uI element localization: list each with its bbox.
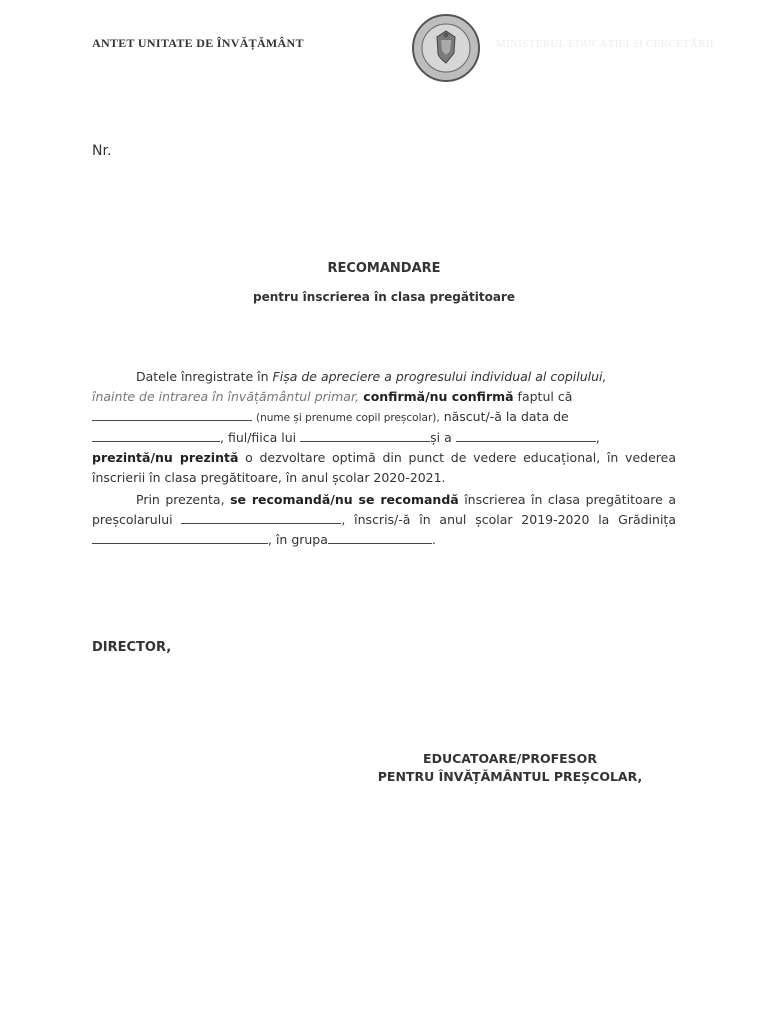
institution-header-placeholder: ANTET UNITATE DE ÎNVĂȚĂMÂNT [92, 36, 304, 50]
seal-icon [411, 13, 481, 83]
teacher-signature-block [340, 750, 680, 786]
document-title: RECOMANDARE [327, 261, 441, 276]
child-name-hint: (nume și prenume copil preșcolar), [255, 412, 440, 424]
birth-date-blank[interactable] [92, 429, 220, 442]
para2-bold-recommend: se recomandă/nu se recomandă [230, 492, 459, 507]
mother-name-blank[interactable] [456, 429, 596, 442]
teacher-title-line1: EDUCATOARE/PROFESOR [423, 751, 597, 766]
child-name-blank[interactable] [92, 408, 252, 421]
para2-text-1: Prin prezenta, [136, 492, 231, 507]
para1-text-7: o dezvoltare optimă din punct de vedere educațional, în vederea înscrierii în clasa pregătitoare, în anul școlar 2020-2021. [92, 450, 676, 485]
director-signature-label: DIRECTOR, [92, 640, 172, 655]
para2-text-3: , înscris/-ă în anul școlar 2019-2020 la Grădinița [341, 512, 676, 527]
para1-italic-2: înainte de intrarea în învățământul primar, [92, 389, 359, 404]
para1-bold-prezinta: prezintă/nu prezintă [92, 450, 239, 465]
teacher-title-line2: PENTRU ÎNVĂȚĂMÂNTUL PREȘCOLAR, [377, 769, 643, 784]
para1-text-4: , fiul/fiica lui [220, 430, 297, 445]
para2-text-4: , în grupa [268, 532, 328, 547]
para1-text-6: , [595, 430, 600, 445]
registration-number-label: Nr. [92, 143, 112, 159]
para2-text-2: înscrierea în clasa pregătitoare a preșcolarului [92, 492, 676, 527]
para1-text-1: Datele înregistrate în [136, 369, 273, 384]
para1-italic-1: Fișa de apreciere a progresului individual al copilului, [272, 369, 607, 384]
romanian-government-seal [411, 13, 481, 83]
para1-text-3: născut/-ă la data de [439, 409, 569, 424]
kindergarten-name-blank[interactable] [92, 531, 268, 544]
para1-text-2: faptul că [513, 389, 573, 404]
document-subtitle: pentru înscrierea în clasa pregătitoare [253, 290, 515, 304]
father-name-blank[interactable] [300, 429, 430, 442]
paragraph-recommendation [92, 490, 676, 550]
group-name-blank[interactable] [328, 531, 432, 544]
para1-text-5: și a [430, 430, 452, 445]
paragraph-confirmation [92, 367, 676, 488]
ministry-name-watermark: MINISTERUL EDUCAȚIEI ȘI CERCETĂRII [496, 38, 714, 50]
para2-text-5: . [431, 532, 436, 547]
preschooler-name-blank[interactable] [181, 511, 341, 524]
para1-bold-confirm: confirmă/nu confirmă [358, 389, 514, 404]
